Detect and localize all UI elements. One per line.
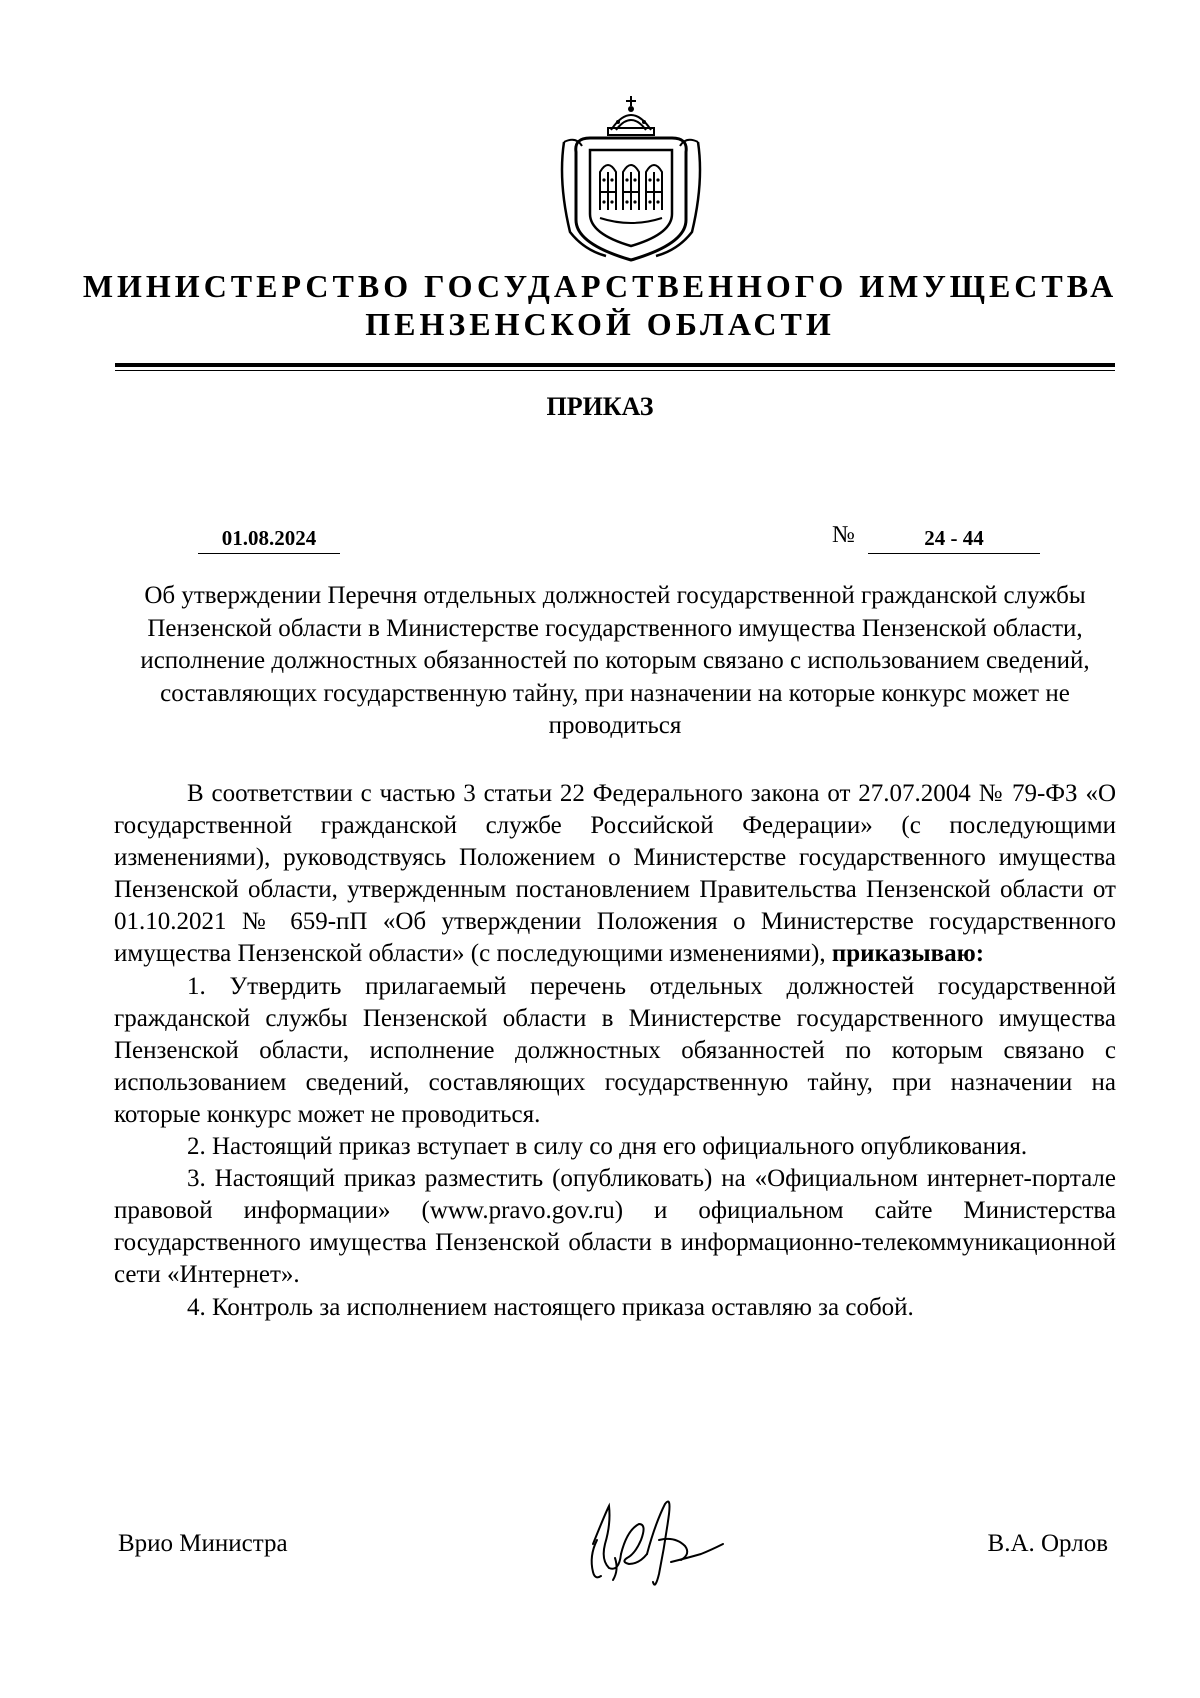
preamble-text: В соответствии с частью 3 статьи 22 Федерального закона от 27.07.2004 № 79-ФЗ «О государственной гражданской службе Российской Федерации» (с последующими изменениями), руководствуясь Положением о Министерстве государственного имущества Пензенской области, утвержденным постановлением Правительства Пензенской области от 01.10.2021 № 659-пП «Об утверждении Положения о Министерстве государственного имущества Пензенской области» (с последующими изменениями), <box>114 780 1116 968</box>
document-title: Об утверждении Перечня отдельных должностей государственной гражданской службы Пензенской области в Министерстве государственного имущества Пензенской области, исполнение должностных обязанностей по которым связано с использованием сведений, составляющих государственную тайну, при назначении на которые конкурс может не проводиться <box>140 582 1090 739</box>
document-body <box>114 778 1116 1324</box>
ministry-name-line1: МИНИСТЕРСТВО ГОСУДАРСТВЕННОГО ИМУЩЕСТВА <box>82 268 1118 304</box>
order-word: приказываю: <box>831 940 985 968</box>
document-type: ПРИКАЗ <box>546 392 654 421</box>
order-item-2: 2. Настоящий приказ вступает в силу со дня его официального опубликования. <box>187 1133 1028 1161</box>
ministry-name-line2: ПЕНЗЕНСКОЙ ОБЛАСТИ <box>365 306 835 342</box>
preamble-paragraph <box>114 778 1116 971</box>
document-date: 01.08.2024 <box>198 526 340 554</box>
signer-name: В.А. Орлов <box>987 1530 1108 1557</box>
document-number: 24 - 44 <box>868 526 1040 554</box>
number-sign: № <box>832 522 855 548</box>
signature-icon <box>575 1484 730 1594</box>
order-item-3: 3. Настоящий приказ разместить (опубликовать) на «Официальном интернет-портале правовой информации» (www.pravo.gov.ru) и официальном сайте Министерства государственного имущества Пензенской области в информационно-телекоммуникационной сети «Интернет». <box>114 1165 1116 1289</box>
order-item-1: 1. Утвердить прилагаемый перечень отдельных должностей государственной гражданской службы Пензенской области в Министерстве государственного имущества Пензенской области, исполнение должностных обязанностей по которым связано с использованием сведений, составляющих государственную тайну, при назначении на которые конкурс может не проводиться. <box>114 972 1116 1128</box>
signer-title: Врио Министра <box>118 1530 288 1557</box>
order-item-4: 4. Контроль за исполнением настоящего приказа оставляю за собой. <box>187 1293 914 1321</box>
coat-of-arms-icon <box>556 92 706 264</box>
header-divider-thick <box>115 363 1115 367</box>
header-divider-thin <box>115 370 1115 371</box>
